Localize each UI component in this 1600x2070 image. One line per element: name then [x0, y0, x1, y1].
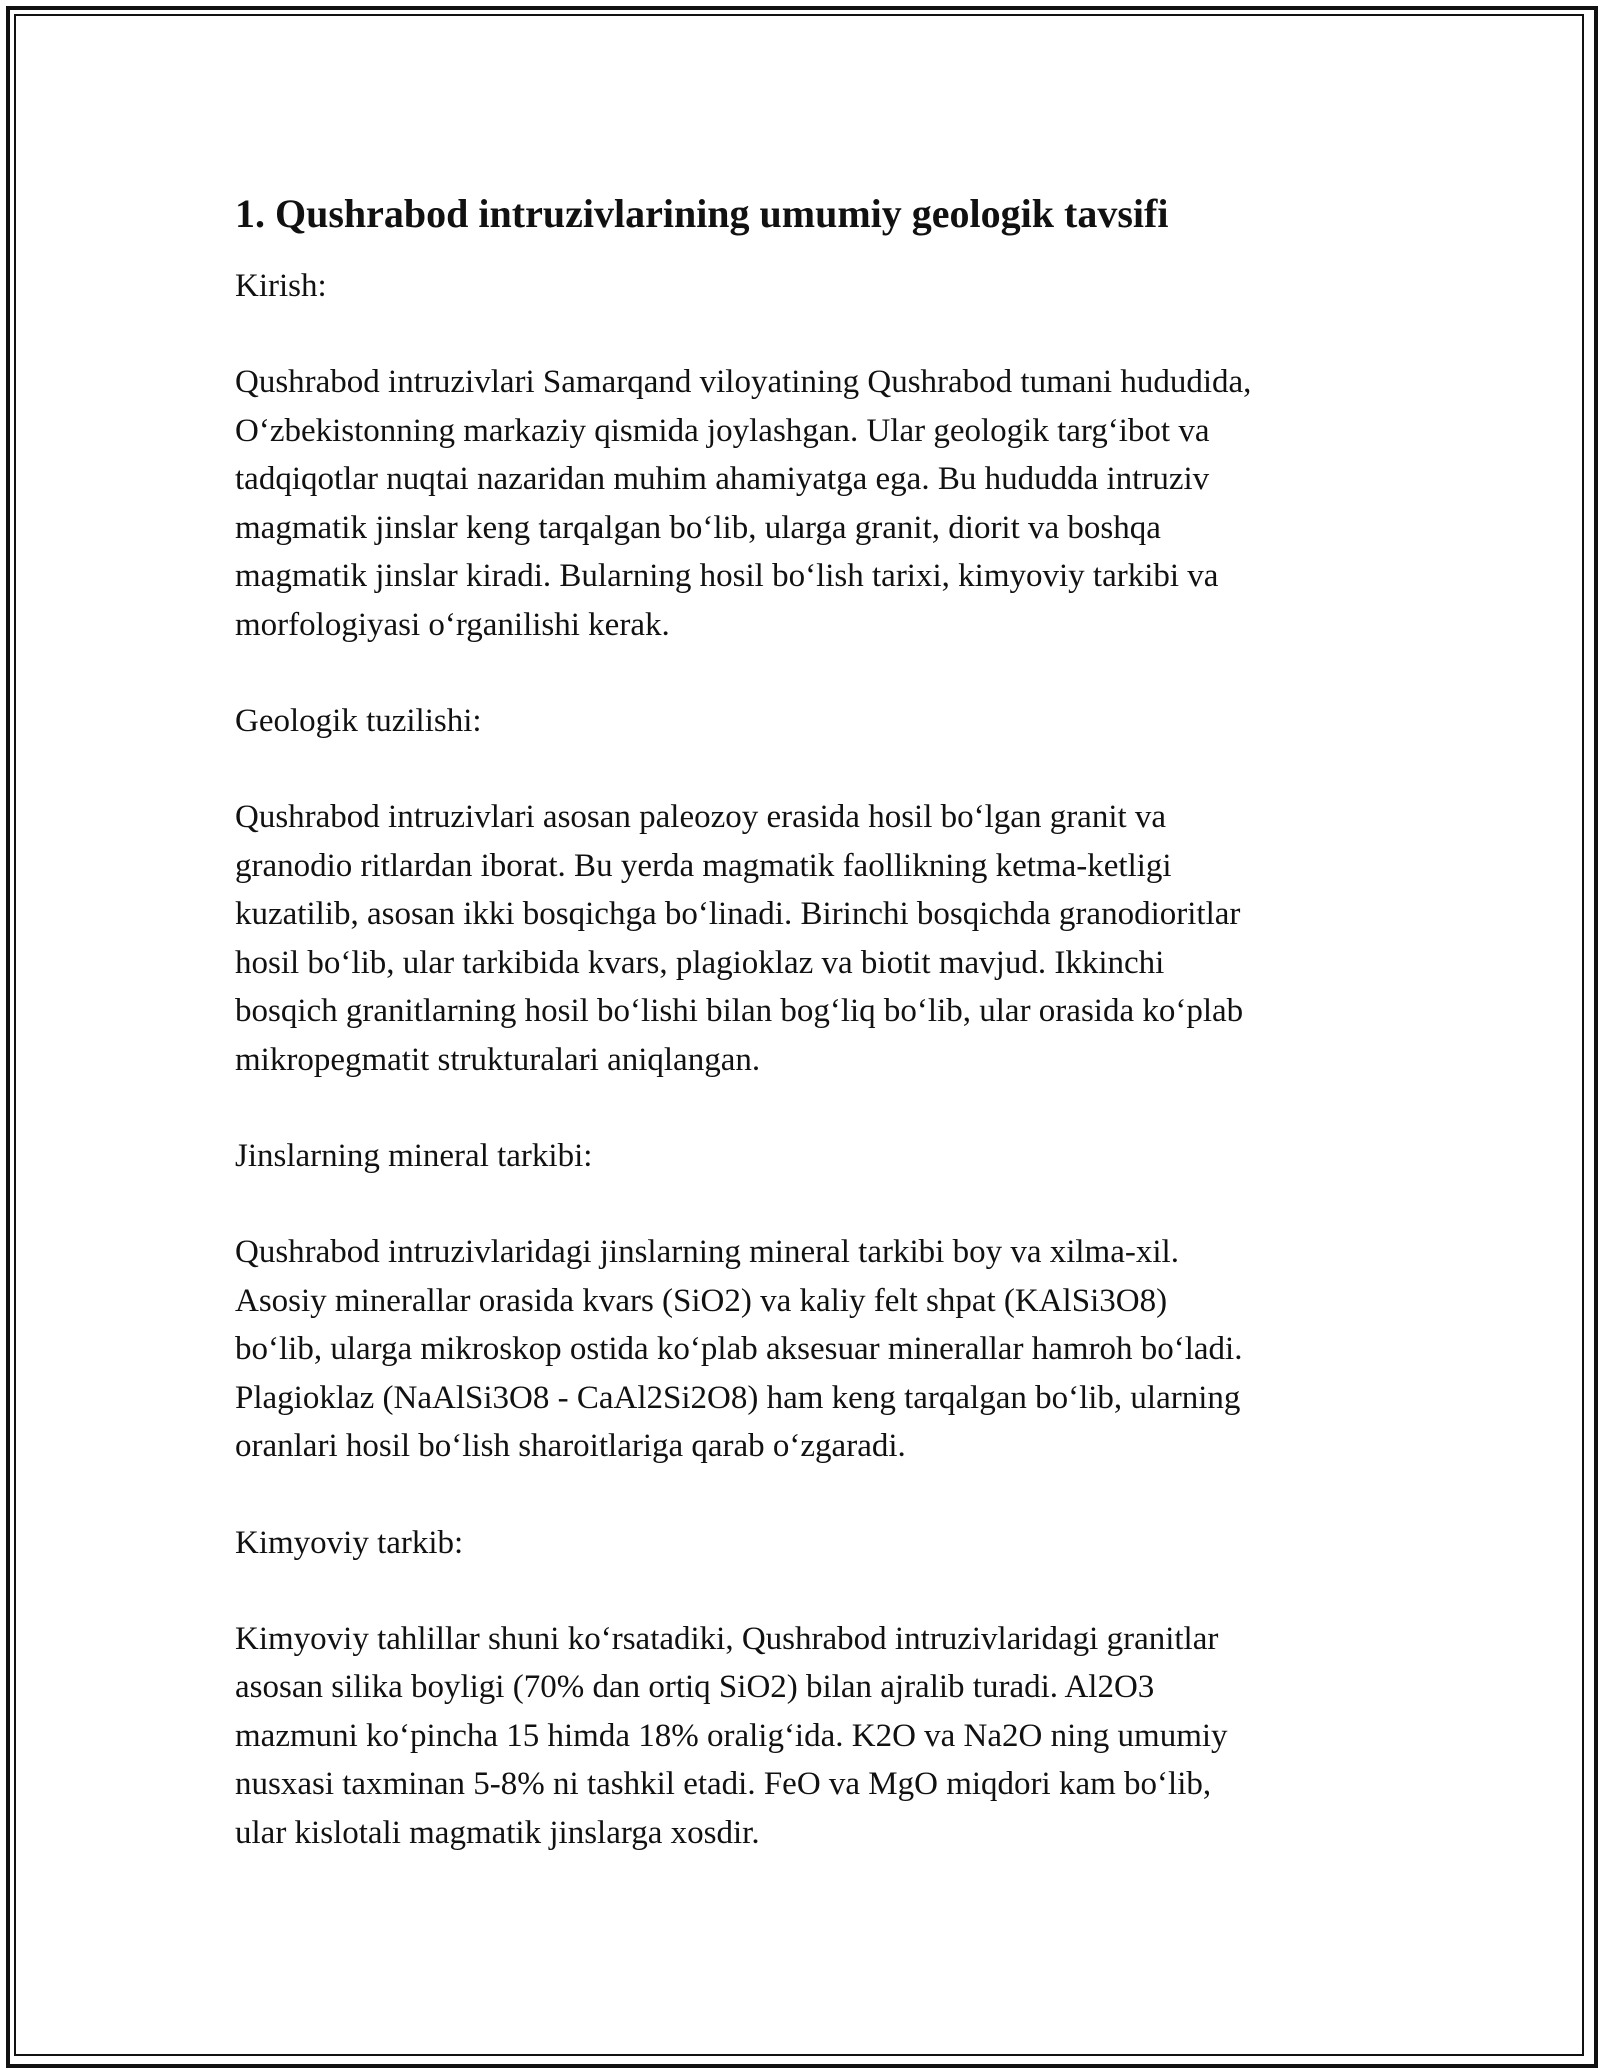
paragraph-line: ular kislotali magmatik jinslarga xosdir. — [235, 1814, 760, 1851]
document-title: 1. Qushrabod intruzivlarining umumiy geologik tavsifi — [235, 191, 1169, 236]
paragraph-line: mikropegmatit strukturalari aniqlangan. — [235, 1041, 761, 1078]
section-heading-geologik-tuzilishi: Geologik tuzilishi: — [235, 703, 482, 739]
paragraph-line: asosan silika boyligi (70% dan ortiq SiO2) bilan ajralib turadi. Al2O3 — [235, 1669, 1155, 1705]
section-heading-mineral-tarkibi: Jinslarning mineral tarkibi: — [235, 1138, 593, 1174]
paragraph-line: nusxasi taxminan 5-8% ni tashkil etadi. FeO va MgO miqdori kam bo‘lib, — [235, 1766, 1212, 1802]
paragraph-line: Qushrabod intruzivlaridagi jinslarning mineral tarkibi boy va xilma-xil. — [235, 1234, 1179, 1270]
section-paragraph-mineral-tarkibi — [235, 1228, 1375, 1471]
section-paragraph-kimyoviy-tarkib — [235, 1615, 1375, 1858]
paragraph-line: bosqich granitlarning hosil bo‘lishi bilan bog‘liq bo‘lib, ular orasida ko‘plab — [235, 993, 1244, 1029]
section-paragraph-geologik-tuzilishi — [235, 793, 1375, 1084]
paragraph-line: morfologiyasi o‘rganilishi kerak. — [235, 606, 670, 643]
document-body — [235, 186, 1375, 1905]
paragraph-line: Kimyoviy tahlillar shuni ko‘rsatadiki, Qushrabod intruzivlaridagi granitlar — [235, 1620, 1219, 1657]
section-heading-kimyoviy-tarkib: Kimyoviy tarkib: — [235, 1524, 464, 1561]
paragraph-line: oranlari hosil bo‘lish sharoitlariga qarab o‘zgaradi. — [235, 1428, 906, 1464]
paragraph-line: granodio ritlardan iborat. Bu yerda magmatik faollikning ketma-ketligi — [235, 847, 1172, 884]
paragraph-line: O‘zbekistonning markaziy qismida joylashgan. Ular geologik targ‘ibot va — [235, 412, 1210, 449]
paragraph-line: magmatik jinslar keng tarqalgan bo‘lib, ularga granit, diorit va boshqa — [235, 509, 1161, 546]
paragraph-line: bo‘lib, ularga mikroskop ostida ko‘plab aksesuar minerallar hamroh bo‘ladi. — [235, 1331, 1243, 1367]
paragraph-line: mazmuni ko‘pincha 15 himda 18% oralig‘ida. K2O va Na2O ning umumiy — [235, 1717, 1228, 1754]
section-heading-kirish: Kirish: — [235, 268, 327, 304]
paragraph-line: kuzatilib, asosan ikki bosqichga bo‘linadi. Birinchi bosqichda granodioritlar — [235, 896, 1241, 932]
paragraph-line: Plagioklaz (NaAlSi3O8 - CaAl2Si2O8) ham keng tarqalgan bo‘lib, ularning — [235, 1379, 1241, 1416]
paragraph-line: magmatik jinslar kiradi. Bularning hosil bo‘lish tarixi, kimyoviy tarkibi va — [235, 558, 1219, 594]
paragraph-line: Qushrabod intruzivlari Samarqand viloyatining Qushrabod tumani hududida, — [235, 364, 1252, 400]
paragraph-line: Asosiy minerallar orasida kvars (SiO2) va kaliy felt shpat (KAlSi3O8) — [235, 1282, 1168, 1319]
paragraph-line: Qushrabod intruzivlari asosan paleozoy erasida hosil bo‘lgan granit va — [235, 799, 1167, 835]
section-paragraph-kirish — [235, 358, 1375, 649]
paragraph-line: tadqiqotlar nuqtai nazaridan muhim ahamiyatga ega. Bu hududda intruziv — [235, 461, 1210, 497]
paragraph-line: hosil bo‘lib, ular tarkibida kvars, plagioklaz va biotit mavjud. Ikkinchi — [235, 944, 1165, 981]
